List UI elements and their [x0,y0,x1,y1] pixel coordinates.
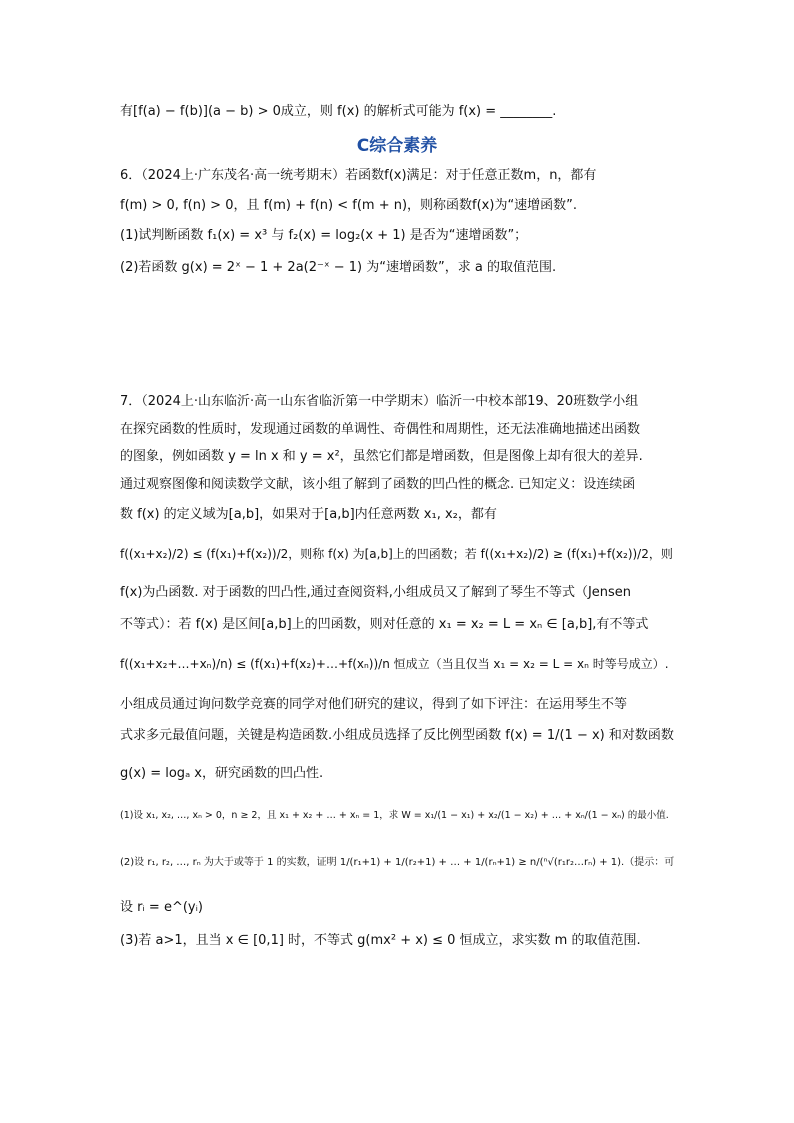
text-line: 数 f(x) 的定义域为[a,b]，如果对于[a,b]内任意两数 x₁, x₂，都有 [120,507,497,522]
text-line: g(x) = logₐ x，研究函数的凹凸性. [120,766,324,781]
problem-7-part-1: (1)设 x₁, x₂, …, xₙ > 0，n ≥ 2，且 x₁ + x₂ + … + xₙ = 1，求 W = x₁/(1 − x₁) + x₂/(1 − x₂) + … + xₙ/(1 − xₙ) 的最小值. [120,810,669,821]
text-line: 小组成员通过询问数学竞赛的同学对他们研究的建议，得到了如下评注：在运用琴生不等 [120,697,628,712]
math-line: f((x₁+x₂)/2) ≤ (f(x₁)+f(x₂))/2，则称 f(x) 为[a,b]上的凹函数；若 f((x₁+x₂)/2) ≥ (f(x₁)+f(x₂))/2，则 [120,547,673,561]
text-line: 式求多元最值问题，关键是构造函数.小组成员选择了反比例型函数 f(x) = 1/(1 − x) 和对数函数 [120,728,674,743]
problem-6-stem: 6．（2024上·广东茂名·高一统考期末）若函数f(x)满足：对于任意正数m，n，都有 [120,168,597,183]
problem-7-part-2: (2)设 r₁, r₂, …, rₙ 为大于或等于 1 的实数，证明 1/(r₁+1) + 1/(r₂+1) + … + 1/(rₙ+1) ≥ n/(ⁿ√(r₁r₂…rₙ) + 1).（提示：可 [120,857,675,868]
text-line: f(m) > 0, f(n) > 0，且 f(m) + f(n) < f(m + n)，则称函数f(x)为“速增函数”. [120,198,578,213]
problem-7-part-3: (3)若 a>1，且当 x ∈ [0,1] 时，不等式 g(mx² + x) ≤ 0 恒成立，求实数 m 的取值范围. [120,933,641,948]
math-line: f((x₁+x₂+…+xₙ)/n) ≤ (f(x₁)+f(x₂)+…+f(xₙ))/n 恒成立（当且仅当 x₁ = x₂ = L = xₙ 时等号成立）. [120,657,669,671]
problem-6-part-1: (1)试判断函数 f₁(x) = x³ 与 f₂(x) = log₂(x + 1) 是否为“速增函数”； [120,228,528,243]
section-heading: C综合素养 [356,136,438,156]
text-line: 有[f(a) − f(b)](a − b) > 0成立，则 f(x) 的解析式可能为 f(x) = ________. [120,104,557,119]
problem-7-stem: 7．（2024上·山东临沂·高一山东省临沂第一中学期末）临沂一中校本部19、20班数学小组 [120,394,639,409]
text-line: f(x)为凸函数. 对于函数的凹凸性,通过查阅资料,小组成员又了解到了琴生不等式（Jensen [120,585,632,600]
text-line: 通过观察图像和阅读数学文献，该小组了解到了函数的凹凸性的概念. 已知定义：设连续函 [120,477,636,492]
text-line: 不等式）：若 f(x) 是区间[a,b]上的凹函数，则对任意的 x₁ = x₂ = L = xₙ ∈ [a,b],有不等式 [120,617,649,632]
text-line: 设 rᵢ = e^(yᵢ) [120,900,204,915]
problem-6-part-2: (2)若函数 g(x) = 2ˣ − 1 + 2a(2⁻ˣ − 1) 为“速增函数”，求 a 的取值范围. [120,260,557,275]
text-line: 在探究函数的性质时，发现通过函数的单调性、奇偶性和周期性，还无法准确地描述出函数 [120,422,641,437]
text-line: 的图象，例如函数 y = ln x 和 y = x²，虽然它们都是增函数，但是图像上却有很大的差异. [120,449,643,464]
